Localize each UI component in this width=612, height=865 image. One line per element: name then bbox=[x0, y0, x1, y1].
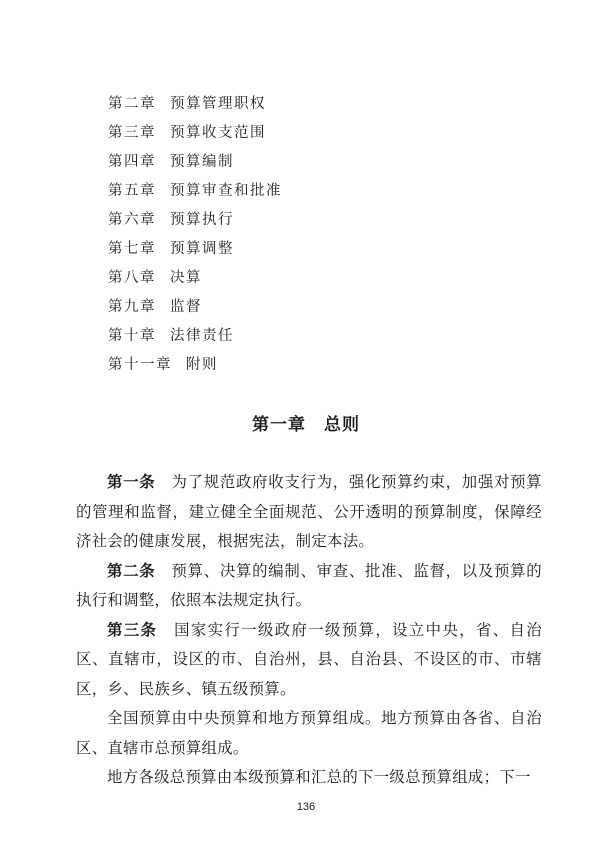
toc-item bbox=[108, 177, 282, 206]
toc-chapter-number: 第八章 bbox=[108, 270, 156, 286]
article-text: 为了规范政府收支行为，强化预算约束，加强对预算的管理和监督，建立健全全面规范、公开透明的预算制度，保障经济社会的健康发展，根据宪法，制定本法。 bbox=[76, 473, 543, 550]
body-paragraph: 地方各级总预算由本级预算和汇总的下一级总预算组成；下一 bbox=[107, 768, 531, 786]
toc-item bbox=[108, 90, 282, 119]
article-label: 第三条 bbox=[107, 620, 158, 639]
toc-chapter-number: 第七章 bbox=[108, 241, 156, 257]
toc-chapter-title: 预算调整 bbox=[170, 241, 234, 257]
toc-chapter-title: 预算管理职权 bbox=[170, 96, 266, 112]
body-paragraph: 全国预算由中央预算和地方预算组成。地方预算由各省、自治区、直辖市总预算组成。 bbox=[76, 709, 542, 757]
toc-item bbox=[108, 322, 282, 351]
toc-item bbox=[108, 119, 282, 148]
toc-chapter-title: 决算 bbox=[170, 270, 202, 286]
article-paragraph bbox=[76, 616, 542, 705]
article-text: 国家实行一级政府一级预算，设立中央，省、自治区、直辖市，设区的市、自治州，县、自治县、不设区的市、市辖区，乡、民族乡、镇五级预算。 bbox=[76, 620, 542, 698]
table-of-contents bbox=[108, 90, 282, 380]
toc-chapter-title: 附则 bbox=[186, 357, 218, 373]
toc-chapter-title: 预算编制 bbox=[170, 154, 234, 170]
chapter-body bbox=[76, 468, 542, 793]
toc-item bbox=[108, 235, 282, 264]
toc-chapter-title: 预算执行 bbox=[170, 212, 234, 228]
toc-chapter-number: 第九章 bbox=[108, 299, 156, 315]
toc-chapter-number: 第六章 bbox=[108, 212, 156, 228]
toc-item bbox=[108, 264, 282, 293]
article-paragraph bbox=[76, 557, 542, 616]
article-label: 第二条 bbox=[107, 561, 156, 580]
toc-item bbox=[108, 206, 282, 235]
toc-item bbox=[108, 351, 282, 380]
toc-item bbox=[108, 148, 282, 177]
article-text: 预算、决算的编制、审查、批准、监督，以及预算的执行和调整，依照本法规定执行。 bbox=[76, 561, 543, 609]
chapter-heading: 第一章 总则 bbox=[252, 415, 360, 435]
toc-item bbox=[108, 293, 282, 322]
toc-chapter-number: 第十章 bbox=[108, 328, 156, 344]
toc-chapter-title: 预算审查和批准 bbox=[170, 183, 282, 199]
page-number: 136 bbox=[296, 801, 316, 813]
article-paragraph bbox=[76, 468, 542, 557]
toc-chapter-number: 第四章 bbox=[108, 154, 156, 170]
toc-chapter-title: 监督 bbox=[170, 299, 202, 315]
toc-chapter-number: 第十一章 bbox=[108, 357, 172, 373]
toc-chapter-number: 第二章 bbox=[108, 96, 156, 112]
toc-chapter-title: 预算收支范围 bbox=[170, 125, 266, 141]
toc-chapter-title: 法律责任 bbox=[170, 328, 234, 344]
article-label: 第一条 bbox=[107, 473, 156, 491]
toc-chapter-number: 第五章 bbox=[108, 183, 156, 199]
toc-chapter-number: 第三章 bbox=[108, 125, 156, 141]
